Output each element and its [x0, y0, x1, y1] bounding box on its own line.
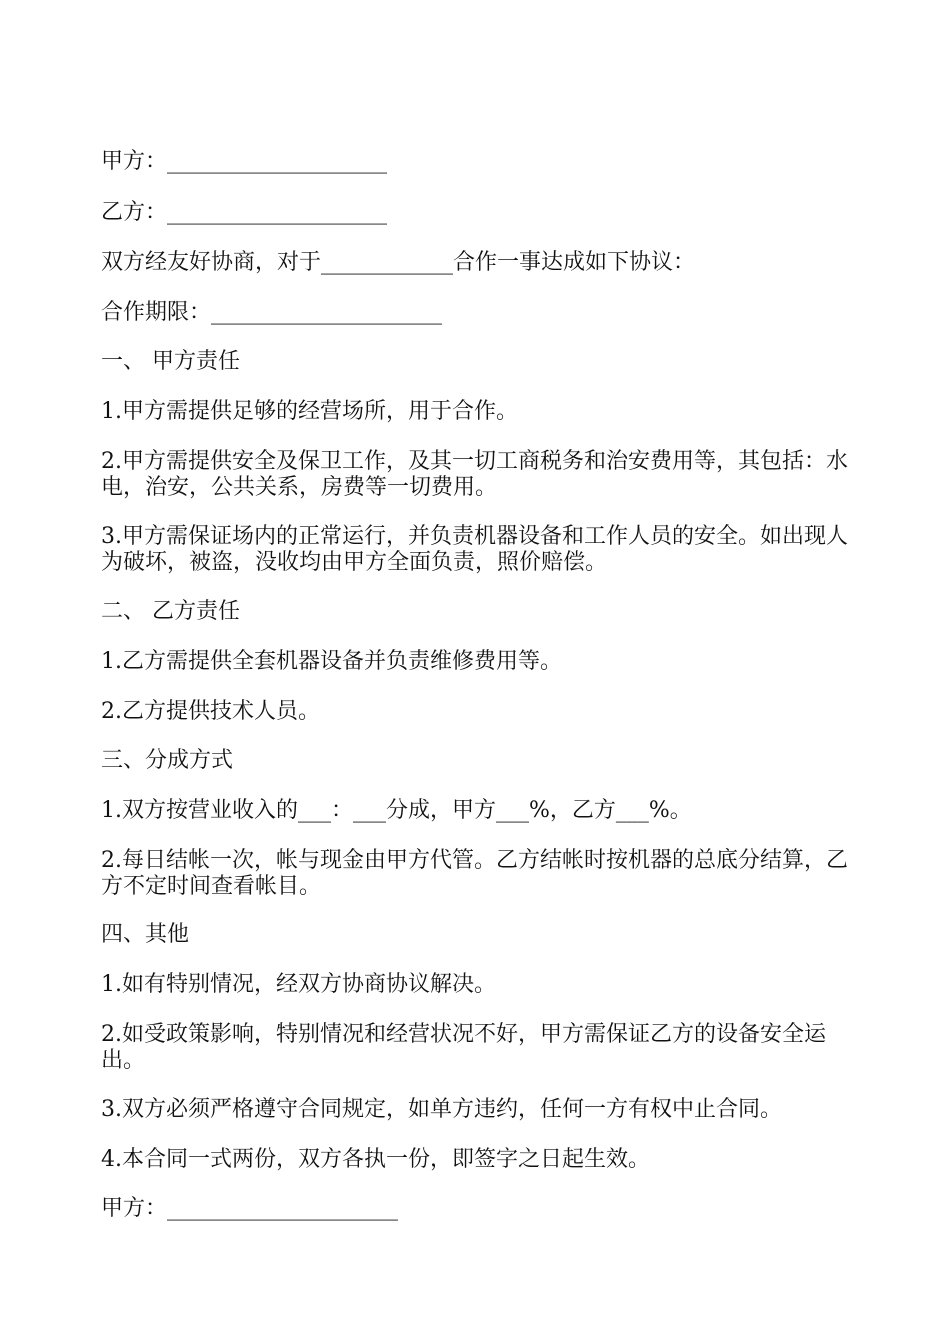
clause-a-1: 1.甲方需提供足够的经营场所，用于合作。 [101, 399, 518, 424]
term-line: 合作期限：_____________________ [101, 300, 443, 325]
intro-paragraph: 双方经友好协商，对于____________合作一事达成如下协议： [101, 250, 696, 275]
clause-b-2: 2.乙方提供技术人员。 [101, 699, 320, 724]
section-heading-party-b: 二、 乙方责任 [101, 599, 240, 624]
party-a-line: 甲方：____________________ [101, 149, 388, 174]
signature-party-a: 甲方：_____________________ [101, 1196, 399, 1221]
clause-b-1: 1.乙方需提供全套机器设备并负责维修费用等。 [101, 649, 562, 674]
clause-other-4: 4.本合同一式两份，双方各执一份，即签字之日起生效。 [101, 1147, 650, 1172]
clause-share-2: 2.每日结帐一次，帐与现金由甲方代管。乙方结帐时按机器的总底分结算，乙方不定时间查看帐目。 [101, 848, 848, 899]
clause-a-2: 2.甲方需提供安全及保卫工作，及其一切工商税务和治安费用等，其包括：水电，治安，公共关系，房费等一切费用。 [101, 449, 848, 500]
clause-other-3: 3.双方必须严格遵守合同规定，如单方违约，任何一方有权中止合同。 [101, 1097, 782, 1122]
section-heading-party-a: 一、 甲方责任 [101, 349, 240, 374]
section-heading-other: 四、其他 [101, 922, 190, 947]
clause-share-1: 1.双方按营业收入的___：___分成，甲方___%，乙方___%。 [101, 798, 692, 823]
party-b-line: 乙方：____________________ [101, 200, 388, 225]
clause-other-1: 1.如有特别情况，经双方协商协议解决。 [101, 972, 496, 997]
section-heading-profit-share: 三、分成方式 [101, 748, 234, 773]
clause-other-2: 2.如受政策影响，特别情况和经营状况不好，甲方需保证乙方的设备安全运出。 [101, 1022, 826, 1073]
clause-a-3: 3.甲方需保证场内的正常运行，并负责机器设备和工作人员的安全。如出现人为破坏，被盗，没收均由甲方全面负责，照价赔偿。 [101, 524, 848, 575]
